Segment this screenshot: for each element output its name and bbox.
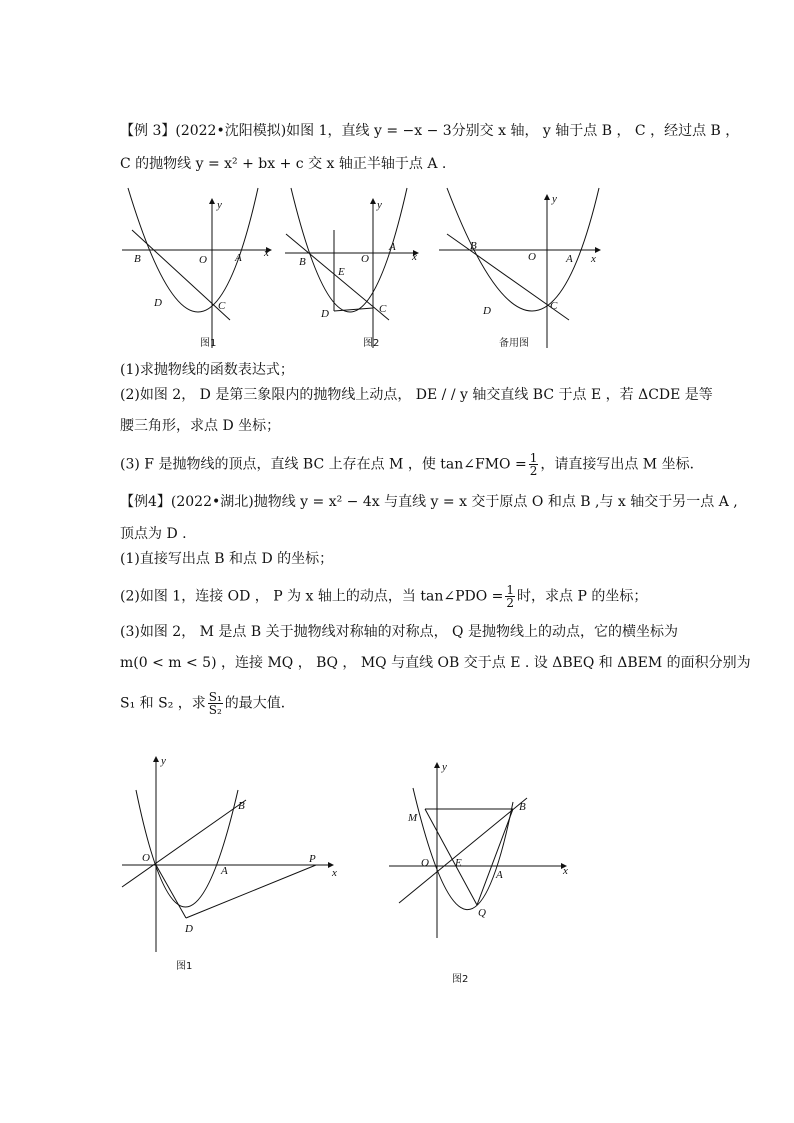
svg-text:D: D xyxy=(483,305,491,317)
ex3-intro-line2: C 的抛物线 y = x² + bx + c 交 x 轴正半轴于点 A . xyxy=(120,156,447,172)
svg-text:Q: Q xyxy=(478,907,486,919)
svg-text:C: C xyxy=(218,300,226,312)
ex4-question-3a: (3)如图 2， M 是点 B 关于抛物线对称轴的对称点， Q 是抛物线上的动点，它的横坐标为 xyxy=(120,624,678,640)
svg-text:C: C xyxy=(550,300,558,312)
svg-text:A: A xyxy=(389,241,396,253)
svg-text:O: O xyxy=(421,857,429,869)
ex3-figure-spare xyxy=(433,188,613,353)
ex3-question-2b: 腰三角形，求点 D 坐标； xyxy=(120,418,281,434)
svg-text:B: B xyxy=(134,253,141,265)
ex4-figure-1 xyxy=(118,752,348,977)
figure-caption: 图1 xyxy=(176,961,193,972)
fraction-s1-over-s2: $\frac{\text{S₁}}{\text{S₂}}$ xyxy=(208,690,222,717)
svg-text:B: B xyxy=(470,240,477,252)
ex4-figure-2 xyxy=(385,758,585,988)
ex3-question-3: (3) F 是抛物线的顶点，直线 BC 上存在点 M ，使 tan∠FMO = $\frac{1}{2}$ ，请直接写出点 M 坐标． xyxy=(120,451,704,478)
ex3-figure-2 xyxy=(281,188,441,353)
svg-text:O: O xyxy=(142,852,150,864)
svg-text:P: P xyxy=(309,853,316,865)
svg-text:O: O xyxy=(199,254,207,266)
svg-text:y: y xyxy=(217,199,222,211)
svg-text:A: A xyxy=(221,865,228,877)
ex3-question-2a: (2)如图 2， D 是第三象限内的抛物线上动点， DE / / y 轴交直线 BC 于点 E ，若 ΔCDE 是等 xyxy=(120,387,713,403)
fraction-one-half: $\frac{1}{2}$ xyxy=(506,583,515,610)
ex3-question-1: (1)求抛物线的函数表达式； xyxy=(120,362,294,378)
svg-text:M: M xyxy=(408,812,418,824)
svg-text:A: A xyxy=(235,252,242,264)
ex4-intro-line1: 【例4】(2022•湖北)抛物线 y = x² − 4x 与直线 y = x 交于原点 O 和点 B ,与 x 轴交于另一点 A , xyxy=(120,494,738,510)
svg-text:x: x xyxy=(412,251,417,263)
svg-text:B: B xyxy=(519,801,526,813)
svg-text:E: E xyxy=(455,857,462,869)
figure-caption: 图2 xyxy=(363,338,380,349)
ex4-intro-line2: 顶点为 D . xyxy=(120,526,187,542)
figure-caption: 图1 xyxy=(200,338,217,349)
ex4-question-3b: m(0 < m < 5) ，连接 MQ ， BQ ， MQ 与直线 OB 交于点 E . 设 ΔBEQ 和 ΔBEM 的面积分别为 xyxy=(120,655,751,671)
svg-text:D: D xyxy=(185,923,193,935)
svg-text:B: B xyxy=(238,800,245,812)
svg-text:y: y xyxy=(442,761,447,773)
svg-text:x: x xyxy=(264,247,269,259)
svg-text:y: y xyxy=(377,199,382,211)
svg-text:D: D xyxy=(154,297,162,309)
svg-text:y: y xyxy=(161,755,166,767)
svg-text:A: A xyxy=(566,253,573,265)
svg-text:E: E xyxy=(338,266,345,278)
ex4-question-2: (2)如图 1，连接 OD ， P 为 x 轴上的动点，当 tan∠PDO = $\frac{1}{2}$ 时，求点 P 的坐标； xyxy=(120,583,648,610)
svg-text:D: D xyxy=(321,308,329,320)
svg-text:O: O xyxy=(528,251,536,263)
svg-text:O: O xyxy=(361,253,369,265)
figure-caption: 图2 xyxy=(452,974,469,985)
ex4-question-1: (1)直接写出点 B 和点 D 的坐标； xyxy=(120,551,334,567)
figure-caption: 备用图 xyxy=(499,338,529,349)
svg-text:y: y xyxy=(552,193,557,205)
ex3-intro-line1: 【例 3】(2022•沈阳模拟)如图 1，直线 y = −x − 3分别交 x 轴， y 轴于点 B ， C ，经过点 B ， xyxy=(120,123,740,139)
ex4-question-3c: S₁ 和 S₂ ，求 $\frac{\text{S₁}}{\text{S₂}}$ 的最大值． xyxy=(120,690,295,717)
svg-text:x: x xyxy=(332,867,337,879)
svg-text:B: B xyxy=(299,256,306,268)
ex3-figure-1 xyxy=(118,188,278,353)
svg-text:A: A xyxy=(496,869,503,881)
fraction-one-half: $\frac{1}{2}$ xyxy=(529,451,538,478)
svg-text:x: x xyxy=(591,253,596,265)
svg-text:x: x xyxy=(563,865,568,877)
svg-text:C: C xyxy=(379,303,387,315)
